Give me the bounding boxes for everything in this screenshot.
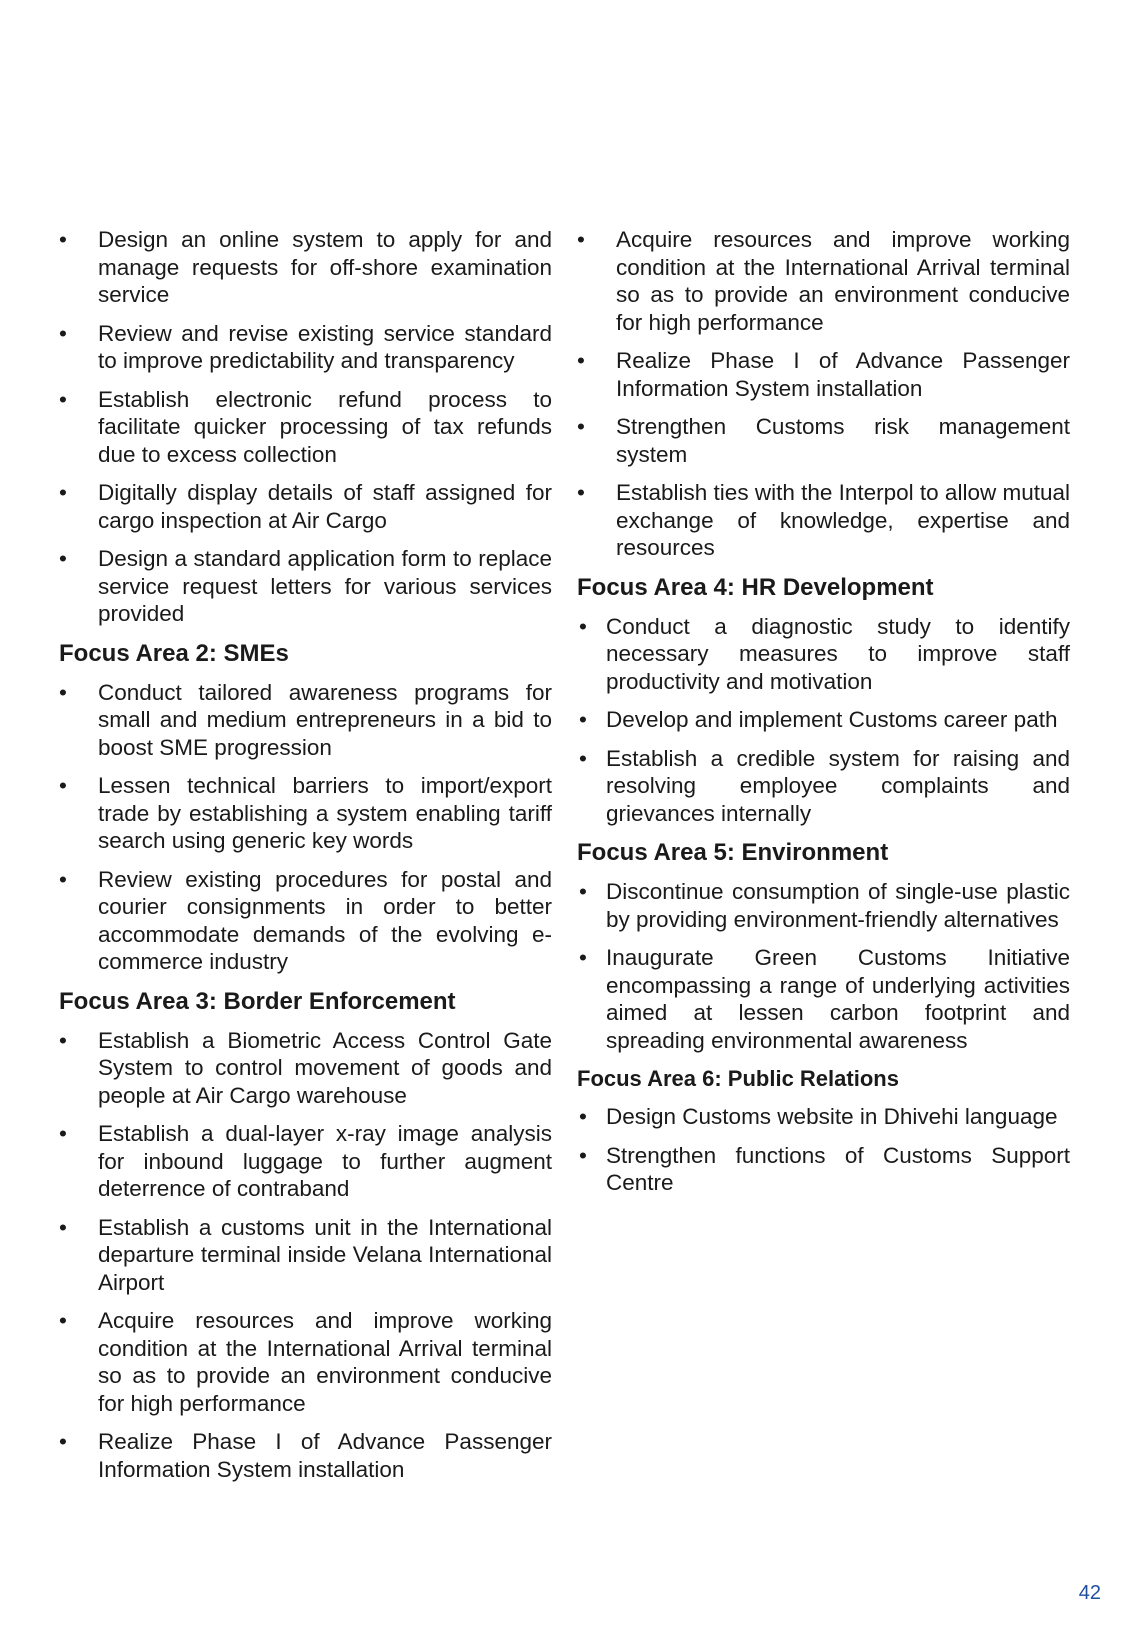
bullet-list — [577, 1103, 1070, 1197]
list-item — [577, 226, 1070, 336]
list-item — [577, 479, 1070, 562]
list-item — [59, 1214, 552, 1297]
bullet-icon: • — [577, 348, 585, 373]
section-heading: Focus Area 5: Environment — [577, 839, 889, 866]
bullet-list — [577, 878, 1070, 1054]
list-item-text: Lessen technical barriers to import/export trade by establishing a system enabling tariff search using generic key words — [98, 773, 552, 853]
list-item — [577, 1142, 1070, 1197]
section-heading: Focus Area 2: SMEs — [59, 639, 289, 667]
section-heading: Focus Area 4: HR Development — [577, 573, 934, 601]
list-item-text: Strengthen functions of Customs Support Centre — [606, 1142, 1070, 1195]
list-item — [59, 386, 552, 469]
list-item — [577, 347, 1070, 402]
bullet-list — [59, 226, 552, 628]
list-item — [59, 679, 552, 762]
bullet-icon: • — [579, 613, 587, 639]
bullet-icon: • — [579, 1142, 587, 1168]
bullet-icon: • — [59, 480, 67, 505]
bullet-icon: • — [579, 1104, 587, 1129]
list-item-text: Conduct a diagnostic study to identify necessary measures to improve staff productivity and motivation — [606, 613, 1070, 694]
bullet-list — [577, 226, 1070, 562]
list-item — [59, 1428, 552, 1483]
bullet-icon: • — [579, 707, 587, 732]
list-item-text: Acquire resources and improve working condition at the International Arrival terminal so as to provide an environment conducive for high performance — [98, 1308, 552, 1416]
list-item-text: Establish a Biometric Access Control Gate System to control movement of goods and people at Air Cargo warehouse — [98, 1027, 552, 1108]
list-item — [577, 706, 1070, 734]
list-item-text: Establish a credible system for raising and resolving employee complaints and grievances internally — [606, 745, 1070, 826]
bullet-list — [59, 679, 552, 976]
page-number: 42 — [1078, 1582, 1101, 1604]
list-item-text: Inaugurate Green Customs Initiative encompassing a range of underlying activities aimed at lessen carbon footprint and spreading environmental awareness — [606, 945, 1070, 1053]
bullet-icon: • — [577, 227, 585, 252]
list-item — [577, 613, 1070, 696]
bullet-icon: • — [59, 773, 67, 798]
list-item — [59, 1027, 552, 1110]
bullet-icon: • — [577, 414, 585, 439]
bullet-icon: • — [59, 1429, 67, 1454]
list-item — [59, 866, 552, 976]
bullet-icon: • — [59, 1308, 67, 1333]
list-item — [59, 1120, 552, 1203]
bullet-icon: • — [579, 745, 587, 771]
list-item-text: Design Customs website in Dhivehi language — [606, 1104, 1058, 1129]
section-heading: Focus Area 3: Border Enforcement — [59, 987, 456, 1015]
list-item — [577, 413, 1070, 468]
list-item — [59, 479, 552, 534]
bullet-list — [59, 1027, 552, 1484]
list-item-text: Strengthen Customs risk management system — [616, 414, 1070, 467]
list-item-text: Digitally display details of staff assigned for cargo inspection at Air Cargo — [98, 480, 552, 533]
bullet-icon: • — [577, 480, 585, 505]
list-item-text: Acquire resources and improve working condition at the International Arrival terminal so as to provide an environment conducive for high performance — [616, 227, 1070, 335]
bullet-icon: • — [59, 227, 67, 252]
list-item — [577, 1103, 1070, 1131]
list-item-text: Conduct tailored awareness programs for small and medium entrepreneurs in a bid to boost SME progression — [98, 679, 552, 760]
list-item — [577, 745, 1070, 828]
list-item-text: Design a standard application form to replace service request letters for various services provided — [98, 546, 552, 626]
right-column — [577, 226, 1070, 1208]
bullet-list — [577, 613, 1070, 828]
list-item-text: Realize Phase I of Advance Passenger Information System installation — [616, 348, 1070, 401]
list-item — [577, 944, 1070, 1054]
list-item-text: Establish ties with the Interpol to allow mutual exchange of knowledge, expertise and resources — [616, 480, 1070, 560]
list-item-text: Design an online system to apply for and manage requests for off-shore examination service — [98, 227, 552, 307]
list-item-text: Establish a dual-layer x-ray image analysis for inbound luggage to further augment deterrence of contraband — [98, 1121, 552, 1201]
list-item — [59, 545, 552, 628]
list-item-text: Realize Phase I of Advance Passenger Information System installation — [98, 1429, 552, 1482]
left-column — [59, 226, 552, 1494]
list-item — [577, 878, 1070, 933]
bullet-icon: • — [59, 1121, 67, 1146]
bullet-icon: • — [59, 679, 67, 705]
bullet-icon: • — [59, 386, 67, 412]
list-item-text: Review and revise existing service standard to improve predictability and transparency — [98, 320, 552, 373]
bullet-icon: • — [59, 866, 67, 892]
list-item-text: Review existing procedures for postal and courier consignments in order to better accommodate demands of the evolving e-commerce industry — [98, 866, 552, 974]
bullet-icon: • — [59, 546, 67, 571]
list-item-text: Establish a customs unit in the International departure terminal inside Velana International Airport — [98, 1214, 552, 1295]
list-item-text: Discontinue consumption of single-use plastic by providing environment-friendly alternatives — [606, 879, 1070, 932]
bullet-icon: • — [59, 1214, 67, 1240]
bullet-icon: • — [579, 879, 587, 904]
bullet-icon: • — [59, 1027, 67, 1053]
bullet-icon: • — [579, 945, 587, 970]
list-item — [59, 226, 552, 309]
bullet-icon: • — [59, 320, 67, 346]
list-item-text: Develop and implement Customs career path — [606, 707, 1058, 732]
list-item — [59, 1307, 552, 1417]
list-item — [59, 320, 552, 375]
list-item-text: Establish electronic refund process to facilitate quicker processing of tax refunds due to excess collection — [98, 386, 552, 467]
section-heading: Focus Area 6: Public Relations — [577, 1066, 899, 1091]
list-item — [59, 772, 552, 855]
